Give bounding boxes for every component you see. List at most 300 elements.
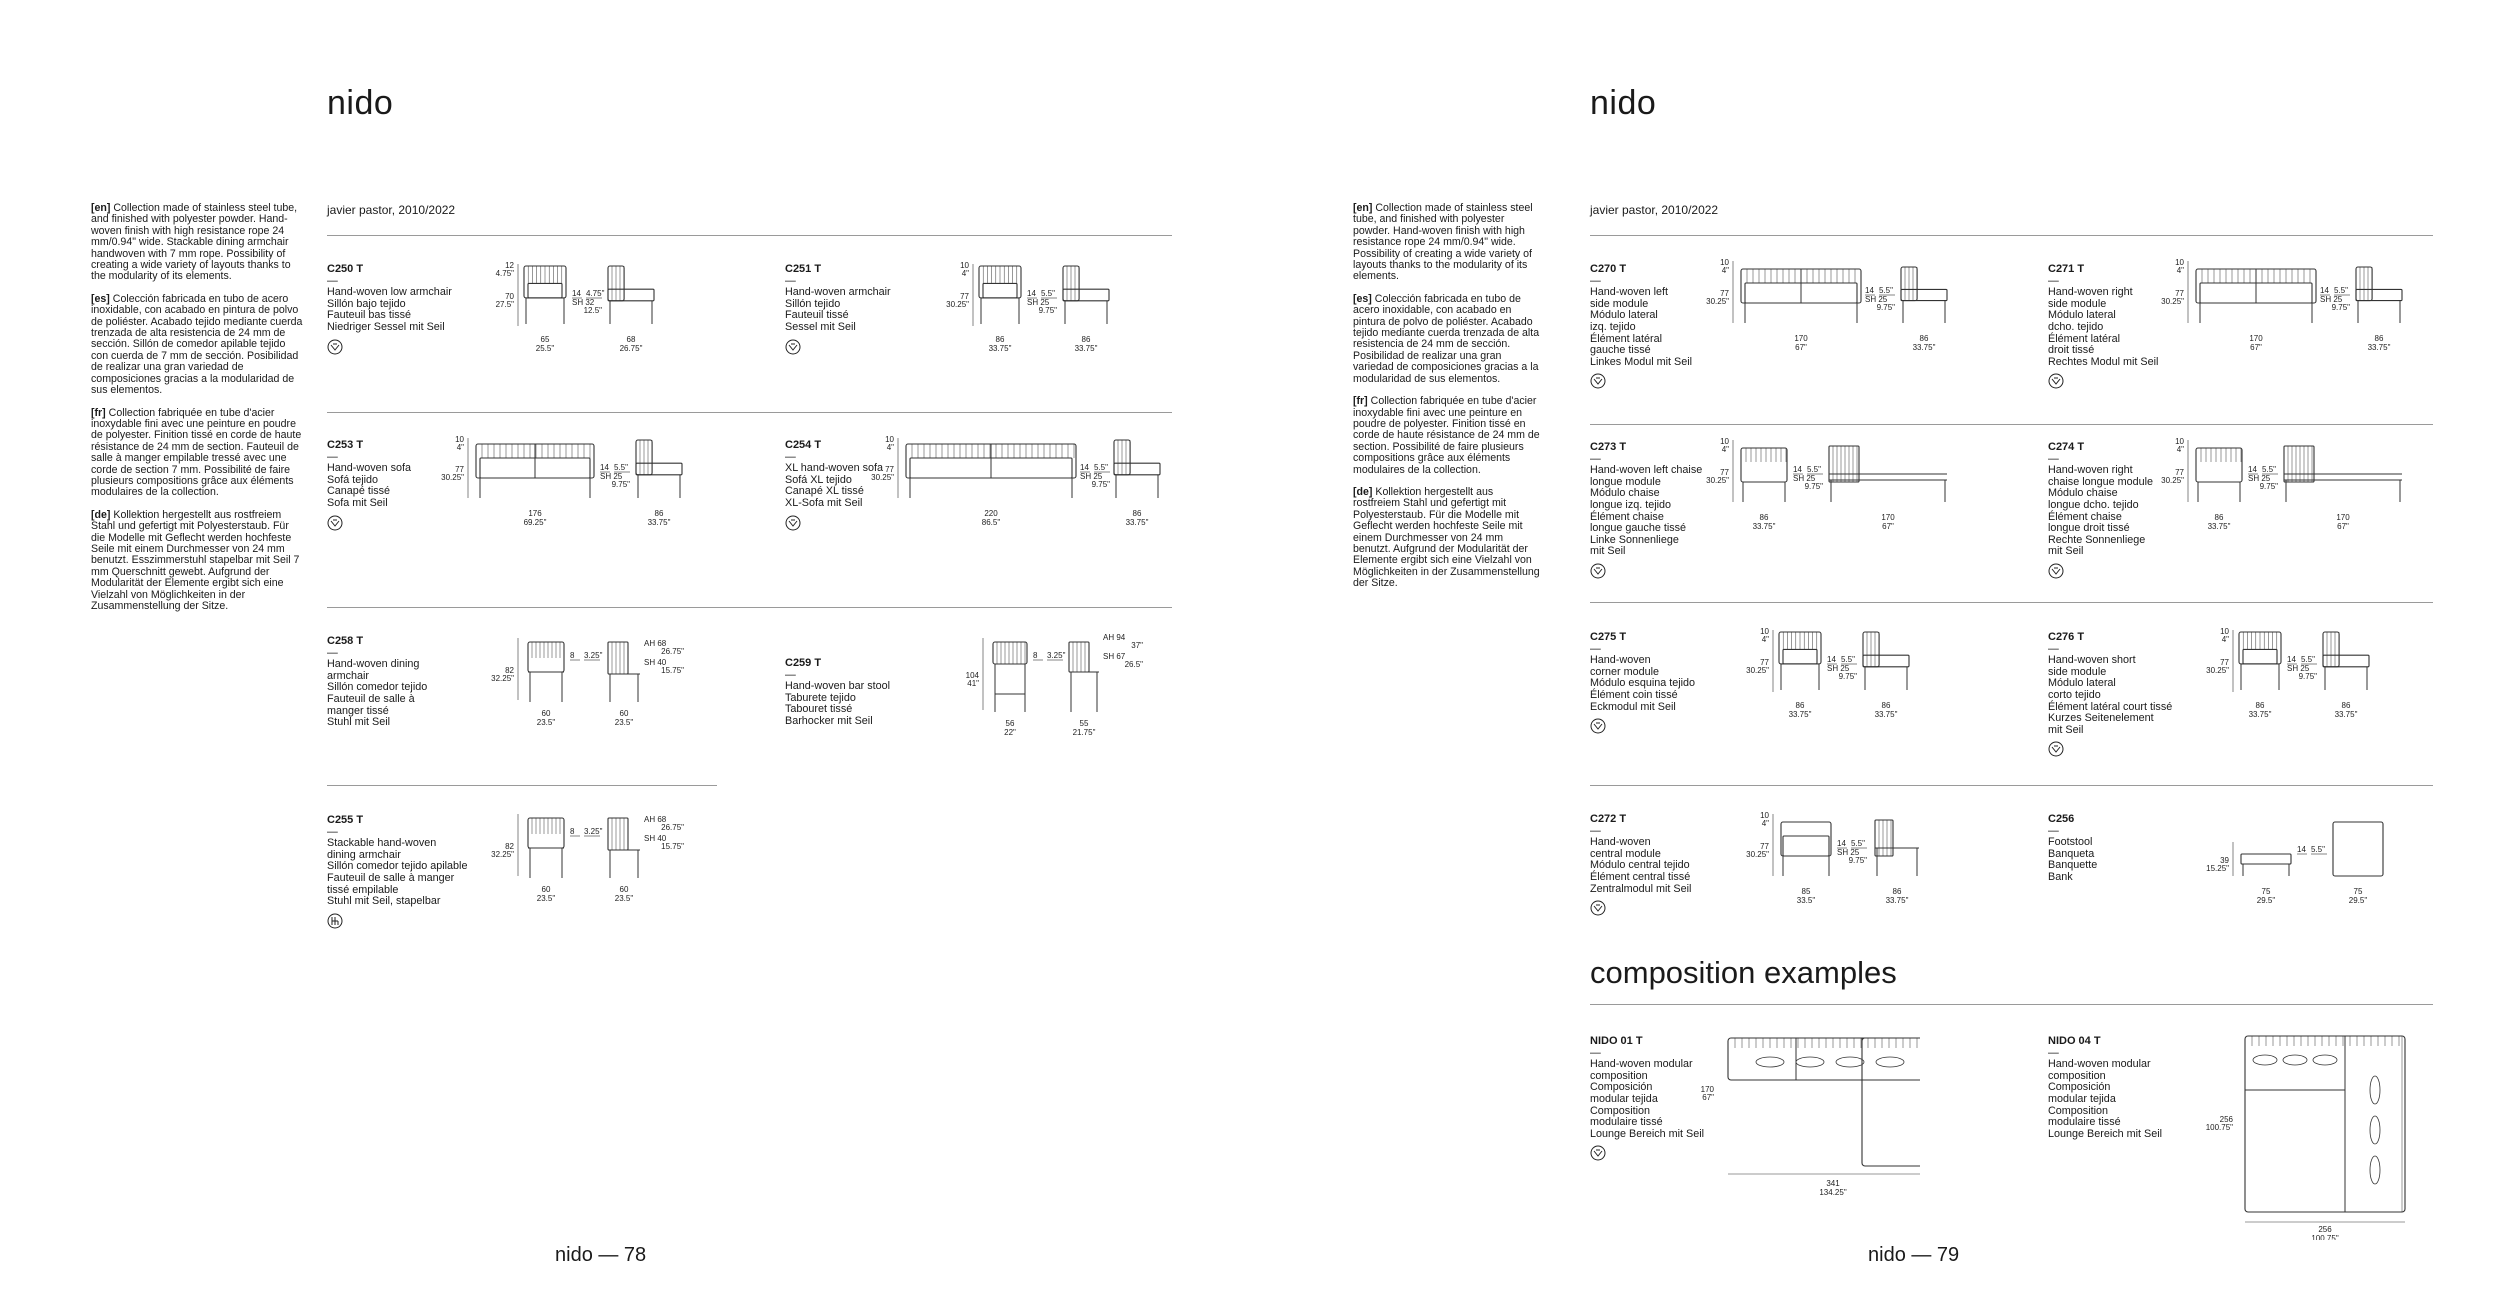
dim-seat-inch: 5.5" — [2311, 845, 2325, 854]
dim-width: 60 — [541, 709, 551, 718]
product-names — [1590, 655, 1695, 713]
product-code: C253 T — [327, 439, 364, 451]
dim-depth-inch: 29.5" — [2348, 896, 2368, 905]
dim-width-inch: 33.75" — [2207, 522, 2231, 531]
product-name-line: Rechte Sonnenliege — [2048, 533, 2146, 546]
dim-seat-inch: 3.25" — [1047, 651, 1066, 660]
product-name-line: Stackable hand-woven — [327, 837, 437, 850]
product-names — [1590, 465, 1702, 558]
dim-width-inch: 23.5" — [536, 718, 556, 727]
product-name-line: Élément coin tissé — [1590, 688, 1678, 701]
right-page-footer: nido — 79 — [1868, 1244, 1960, 1266]
dim-height: 77 — [2220, 658, 2229, 667]
product-name-line: Élément latéral court tissé — [2048, 700, 2173, 713]
product-name-line: composition — [1590, 1069, 1648, 1082]
dim-seat-inch: 4.75" — [586, 289, 605, 298]
product-name-line: Élément chaise — [1590, 510, 1664, 523]
dim-seat-height-inch: 9.75" — [1091, 480, 1110, 489]
product-name-line: dcho. tejido — [2048, 320, 2104, 333]
product-name-line: Módulo lateral — [1590, 309, 1658, 322]
dim-seat: 14 — [2320, 286, 2329, 295]
dim-depth: 86 — [2341, 701, 2351, 710]
dim-height: 77 — [2175, 289, 2184, 298]
product-name-line: Lounge Bereich mit Seil — [1590, 1127, 1705, 1140]
dim-width: 75 — [2261, 887, 2271, 896]
dim-depth-inch: 33.75" — [647, 518, 671, 527]
dim-seat: 8 — [1033, 651, 1038, 660]
dimension-drawing — [1690, 434, 2010, 544]
dim-seat-height-inch: 9.75" — [1838, 672, 1857, 681]
product-name-line: izq. tejido — [1590, 320, 1636, 333]
product-name-line: Hand-woven bar stool — [785, 680, 891, 693]
dim-depth-inch: 26.75" — [619, 344, 643, 353]
product-name-line: composition — [2048, 1069, 2106, 1082]
dim-height-inch: 30.25" — [2161, 297, 2184, 306]
dim-h1: 12 — [505, 261, 514, 270]
dim-depth: 256 — [2219, 1115, 2233, 1124]
product-name-line: Fauteuil bas tissé — [327, 309, 412, 322]
product-name-line: Módulo lateral — [2048, 309, 2116, 322]
dim-width: 176 — [528, 509, 542, 518]
dim-seat-height: SH 40 — [644, 834, 667, 843]
dim-width-inch: 67" — [1795, 343, 1807, 352]
dim-depth-inch: 21.75" — [1072, 728, 1096, 737]
product-name-line: Hand-woven modular — [1590, 1058, 1693, 1071]
dim-height-inch: 30.25" — [1706, 297, 1729, 306]
product-name-line: Módulo chaise — [2048, 487, 2118, 500]
dim-width: 86 — [1795, 701, 1805, 710]
dim-width: 86 — [1759, 513, 1769, 522]
product-name-line: Sillón comedor tejido — [327, 681, 428, 694]
dim-height: 77 — [885, 465, 894, 474]
dim-seat-height: SH 25 — [2320, 295, 2343, 304]
dim-seat-height-inch: 15.75" — [661, 842, 684, 851]
product-dash: — — [2048, 824, 2059, 837]
product-name-line: modulaire tissé — [2048, 1116, 2121, 1129]
product-name-line: Sofá XL tejido — [785, 473, 852, 486]
product-dash: — — [785, 668, 796, 681]
dim-height: 77 — [2175, 468, 2184, 477]
dim-width: 170 — [1794, 334, 1808, 343]
dim-h1: 10 — [885, 435, 894, 444]
dim-height-inch: 30.25" — [2206, 666, 2229, 675]
dim-height: 77 — [1720, 289, 1729, 298]
right-rule — [1590, 424, 2433, 425]
product-name-line: Hand-woven dining — [327, 658, 420, 671]
product-name-line: Niedriger Sessel mit Seil — [327, 320, 445, 333]
product-name-line: longue dcho. tejido — [2048, 498, 2139, 511]
dim-depth: 86 — [1919, 334, 1929, 343]
outdoor-certification-icon — [785, 515, 801, 531]
product-name-line: Eckmodul mit Seil — [1590, 700, 1676, 713]
product-name-line: Bank — [2048, 870, 2073, 883]
dim-width-inch: 33.75" — [1752, 522, 1776, 531]
dim-depth-inch: 23.5" — [614, 894, 634, 903]
product-name-line: mit Seil — [1590, 545, 1626, 558]
left-page-footer: nido — 78 — [555, 1244, 647, 1266]
dim-arm-height-inch: 26.75" — [661, 647, 684, 656]
drawing-shape — [1114, 463, 1160, 475]
product-block — [2048, 264, 2158, 388]
dim-width: 60 — [541, 885, 551, 894]
dim-seat-inch: 5.5" — [1851, 839, 1865, 848]
product-name-line: Footstool — [2048, 836, 2093, 849]
dim-depth: 86 — [654, 509, 664, 518]
product-block — [1590, 632, 1695, 733]
product-name-line: XL hand-woven sofa — [785, 462, 884, 475]
dim-seat: 14 — [600, 463, 609, 472]
product-code: C275 T — [1590, 631, 1627, 643]
product-name-line: Hand-woven — [1590, 836, 1651, 849]
product-name-line: Stuhl mit Seil — [327, 716, 391, 729]
dimension-drawing — [2190, 808, 2500, 918]
product-block — [1590, 442, 1702, 578]
dim-width: 86 — [995, 335, 1005, 344]
icon-wrap — [2048, 373, 2063, 388]
dim-h1-inch: 4" — [2221, 635, 2229, 644]
product-name-line: Linkes Modul mit Seil — [1590, 355, 1693, 368]
dim-width-inch: 25.5" — [535, 344, 555, 353]
product-code: C270 T — [1590, 263, 1627, 275]
drawing-shape — [528, 818, 564, 848]
dim-seat: 14 — [2248, 465, 2257, 474]
dim-seat-inch: 3.25" — [584, 827, 603, 836]
dim-seat-height: SH 67 — [1103, 652, 1126, 661]
dim-width: 170 — [2249, 334, 2263, 343]
product-name-line: Canapé XL tissé — [785, 485, 864, 498]
product-block — [327, 440, 411, 530]
product-block — [2048, 814, 2097, 884]
product-name-line: Élément latéral — [2048, 332, 2121, 345]
composition-plan-drawing — [1680, 1030, 1920, 1205]
product-code: C276 T — [2048, 631, 2085, 643]
product-name-line: Hand-woven left — [1590, 286, 1669, 299]
dim-depth: 86 — [1892, 887, 1902, 896]
product-dash: — — [1590, 1046, 1601, 1059]
product-name-line: Canapé tissé — [327, 485, 391, 498]
dim-width-inch: 33.75" — [1788, 710, 1812, 719]
cushion-shape — [1836, 1057, 1864, 1067]
left-rule — [327, 235, 1172, 236]
drawing-shape — [1875, 820, 1893, 856]
product-name-line: mit Seil — [2048, 723, 2084, 736]
product-name-line: Hand-woven modular — [2048, 1058, 2151, 1071]
product-code: C250 T — [327, 263, 364, 275]
icon-wrap — [327, 515, 342, 530]
desc-en: [en] Collection made of stainless steel tube, and finished with polyester powder. Hand-woven finish with high resistance rope 24 mm/0.94" wide. Stackable dining armchair handwoven with 7 mm rope. Possibility of creating a wide variety of layouts thanks to the modularity of its elements. — [91, 202, 298, 283]
dim-arm-height: AH 94 — [1103, 633, 1126, 642]
dim-depth: 170 — [1881, 513, 1895, 522]
dimension-drawing — [475, 808, 795, 918]
drawing-shape — [1863, 655, 1909, 667]
dim-width-inch: 67" — [2250, 343, 2262, 352]
product-name-line: Lounge Bereich mit Seil — [2048, 1127, 2163, 1140]
dim-height: 77 — [1760, 658, 1769, 667]
drawing-shape — [528, 642, 564, 672]
right-rule — [1590, 602, 2433, 603]
product-name-line: Élément central tissé — [1590, 870, 1691, 883]
left-designer: javier pastor, 2010/2022 — [327, 203, 456, 217]
left-rule — [327, 412, 1172, 413]
dim-width: 86 — [2255, 701, 2265, 710]
dim-arm-height-inch: 37" — [1131, 641, 1143, 650]
dim-height: 82 — [505, 666, 514, 675]
product-name-line: corto tejido — [2048, 688, 2101, 701]
dimension-drawing — [1730, 624, 2050, 734]
right-description — [1353, 203, 1543, 601]
product-code: C272 T — [1590, 813, 1627, 825]
product-names — [2048, 837, 2097, 883]
product-name-line: modular tejida — [1590, 1092, 1658, 1105]
product-code: NIDO 04 T — [2048, 1035, 2101, 1047]
icon-wrap — [1590, 718, 1605, 733]
product-name-line: Composition — [1590, 1104, 1651, 1117]
drawing-shape — [983, 283, 1017, 298]
drawing-shape — [608, 642, 628, 674]
outdoor-certification-icon — [1590, 563, 1606, 579]
product-name-line: longue droit tissé — [2048, 522, 2130, 535]
product-name-line: Sofa mit Seil — [327, 496, 388, 509]
product-name-line: Rechtes Modul mit Seil — [2048, 355, 2159, 368]
desc-de: [de] Kollektion hergestellt aus rostfreiem Stahl und gefertigt mit Polyesterstaub. Für die Modelle mit Geflecht werden hochfeste Seile mit einem Durchmesser von 24 mm benutzt. Esszimmerstuhl stapelbar mit Seil 7 mm Querschnitt gewebt. Aufgrund der Modularität der Elemente ergibt sich eine Vielzahl von Möglichkeiten in der Zusammenstellung der Sitze. — [91, 508, 300, 612]
drawing-shape — [2243, 649, 2277, 664]
icon-wrap — [2048, 563, 2063, 578]
product-name-line: Sofá tejido — [327, 473, 379, 486]
dim-seat: 8 — [570, 651, 575, 660]
product-code: NIDO 01 T — [1590, 1035, 1643, 1047]
product-names — [1590, 837, 1691, 895]
product-name-line: Módulo esquina tejido — [1590, 677, 1696, 690]
cushion-shape — [1796, 1057, 1824, 1067]
product-name-line: chaise longue module — [2048, 475, 2154, 488]
product-name-line: dining armchair — [327, 848, 401, 861]
desc-es: [es] Colección fabricada en tubo de acero inoxidable, con acabado en pintura de polvo de poliéster. Acabado tejido mediante cuerda trenzada de alta resistencia de 24 mm de sección. Posibilidad de realizar una gran variedad de composiciones gracias a la modularidad de sus elementos. — [1353, 292, 1540, 385]
product-names — [785, 681, 890, 727]
dim-width-inch: 29.5" — [2256, 896, 2276, 905]
product-name-line: modular tejida — [2048, 1092, 2116, 1105]
outdoor-certification-icon — [1590, 1145, 1606, 1161]
product-block — [1590, 814, 1691, 915]
drawing-shape — [2245, 1036, 2405, 1212]
cushion-shape — [2253, 1055, 2277, 1065]
dim-seat-height-inch: 9.75" — [2331, 303, 2350, 312]
dimension-drawing — [2190, 624, 2500, 734]
dim-seat-inch: 5.5" — [2301, 655, 2315, 664]
cushion-shape — [2370, 1076, 2380, 1104]
desc-en: [en] Collection made of stainless steel tube, and finished with polyester powder. Hand-woven finish with high resistance rope 24 mm/0.94" wide. Possibility of creating a wide variety of layouts thanks to the modularity of its elements. — [1353, 202, 1533, 283]
dim-arm-height: AH 68 — [644, 815, 667, 824]
dim-seat-height-inch: 9.75" — [2298, 672, 2317, 681]
drawing-shape — [2356, 289, 2402, 300]
desc-de: [de] Kollektion hergestellt aus rostfreiem Stahl und gefertigt mit Polyesterstaub. Für die Modelle mit Geflecht werden hochfeste Seile mit einem Durchmesser von 24 mm benutzt. Aufgrund der Modularität der Elemente ergibt sich eine Vielzahl von Möglichkeiten in der Zusammenstellung der Sitze. — [1353, 485, 1540, 590]
dim-h1-inch: 4" — [1761, 819, 1769, 828]
product-name-line: side module — [2048, 297, 2107, 310]
product-block — [1590, 264, 1692, 388]
product-block — [2048, 1036, 2162, 1140]
dim-width: 256 — [2318, 1225, 2332, 1234]
dim-seat-inch: 5.5" — [1879, 286, 1893, 295]
product-code: C271 T — [2048, 263, 2085, 275]
drawing-shape — [2284, 446, 2314, 482]
drawing-shape — [1783, 649, 1817, 664]
product-names — [2048, 1059, 2162, 1140]
outdoor-certification-icon — [327, 339, 343, 355]
dim-h1-inch: 4" — [1761, 635, 1769, 644]
drawing-shape — [1901, 289, 1947, 300]
drawing-shape — [1069, 642, 1089, 672]
product-dash: — — [1590, 642, 1601, 655]
dimension-drawing — [1690, 255, 2010, 365]
left-brand-title: nido — [327, 84, 394, 122]
drawing-shape — [1829, 446, 1859, 482]
dim-seat-height-inch: 15.75" — [661, 666, 684, 675]
dim-seat: 14 — [2287, 655, 2296, 664]
dim-height-inch: 30.25" — [441, 473, 464, 482]
dim-seat: 14 — [1837, 839, 1846, 848]
dim-seat-inch: 5.5" — [1094, 463, 1108, 472]
product-name-line: Hand-woven armchair — [785, 286, 891, 299]
dim-depth: 60 — [619, 885, 629, 894]
cushion-shape — [2370, 1156, 2380, 1184]
dim-seat-height: SH 25 — [1827, 664, 1850, 673]
dim-height-inch: 32.25" — [491, 674, 514, 683]
dim-seat-height: SH 25 — [1080, 472, 1103, 481]
right-rule — [1590, 785, 2433, 786]
dim-seat-height: SH 25 — [600, 472, 623, 481]
product-dash: — — [327, 274, 338, 287]
dimension-drawing — [2145, 434, 2465, 544]
dim-seat-height: SH 25 — [1793, 474, 1816, 483]
dimension-drawing — [855, 432, 1175, 542]
outdoor-certification-icon — [2048, 373, 2064, 389]
product-name-line: Sillón comedor tejido apilable — [327, 860, 468, 873]
product-dash: — — [1590, 824, 1601, 837]
dim-h1-inch: 4" — [2176, 266, 2184, 275]
dimension-drawing — [425, 432, 745, 542]
product-name-line: armchair — [327, 669, 369, 682]
product-name-line: manger tissé — [327, 704, 389, 717]
dim-seat-inch: 5.5" — [2262, 465, 2276, 474]
product-dash: — — [2048, 1046, 2059, 1059]
dim-h1-inch: 4" — [886, 443, 894, 452]
dimension-drawing — [475, 632, 795, 742]
product-dash: — — [2048, 452, 2059, 465]
dim-depth-inch: 23.5" — [614, 718, 634, 727]
dim-height: 77 — [960, 292, 969, 301]
left-description — [91, 203, 303, 623]
drawing-shape — [2196, 448, 2242, 482]
dim-depth: 55 — [1079, 719, 1089, 728]
outdoor-certification-icon — [1590, 373, 1606, 389]
product-name-line: Banqueta — [2048, 847, 2095, 860]
dim-h1-inch: 4" — [456, 443, 464, 452]
product-code: C254 T — [785, 439, 822, 451]
dim-seat-height: SH 32 — [572, 298, 595, 307]
dimension-drawing — [940, 632, 1260, 742]
dim-seat-inch: 3.25" — [584, 651, 603, 660]
cushion-shape — [1876, 1057, 1904, 1067]
dim-seat-height-inch: 9.75" — [1848, 856, 1867, 865]
dim-h1: 10 — [960, 261, 969, 270]
dim-width: 341 — [1826, 1179, 1840, 1188]
product-names — [2048, 465, 2153, 558]
dim-seat-height-inch: 9.75" — [1804, 482, 1823, 491]
product-names — [785, 287, 891, 333]
dim-seat: 14 — [572, 289, 581, 298]
product-name-line: Composition — [2048, 1104, 2109, 1117]
dim-seat-height-inch: 9.75" — [2259, 482, 2278, 491]
dim-seat: 14 — [1080, 463, 1089, 472]
dim-depth-inch: 33.75" — [2334, 710, 2358, 719]
dim-depth-inch: 67" — [1702, 1093, 1714, 1102]
product-name-line: Hand-woven right — [2048, 464, 2133, 477]
drawing-shape — [608, 818, 628, 850]
dim-height: 77 — [1760, 842, 1769, 851]
right-rule — [1590, 235, 2433, 236]
drawing-shape — [1741, 448, 1787, 482]
right-rule — [1590, 1004, 2433, 1005]
icon-wrap — [2048, 741, 2063, 756]
left-rule — [327, 785, 717, 786]
dim-height-inch: 30.25" — [1746, 850, 1769, 859]
product-names — [327, 838, 467, 908]
dim-h1: 10 — [455, 435, 464, 444]
dim-seat: 14 — [1865, 286, 1874, 295]
product-block — [2048, 442, 2153, 578]
icon-wrap — [1590, 1145, 1605, 1160]
product-name-line: Sessel mit Seil — [785, 320, 856, 333]
icon-wrap — [785, 515, 800, 530]
product-name-line: Kurzes Seitenelement — [2048, 712, 2154, 725]
dim-h1: 10 — [1760, 811, 1769, 820]
icon-wrap — [327, 339, 342, 354]
product-name-line: side module — [1590, 297, 1649, 310]
product-block — [785, 658, 890, 728]
product-name-line: Sillón tejido — [785, 297, 841, 310]
product-name-line: Hand-woven short — [2048, 654, 2136, 667]
dim-height-inch: 30.25" — [871, 473, 894, 482]
dim-arm-height-inch: 26.75" — [661, 823, 684, 832]
drawing-shape — [2241, 854, 2291, 864]
product-name-line: Módulo central tejido — [1590, 859, 1690, 872]
dim-h1-inch: 4" — [1721, 445, 1729, 454]
product-code: C274 T — [2048, 441, 2085, 453]
dim-height: 82 — [505, 842, 514, 851]
cushion-shape — [1756, 1057, 1784, 1067]
product-block — [785, 264, 891, 354]
dim-seat-height: SH 25 — [2287, 664, 2310, 673]
product-block — [2048, 632, 2172, 756]
dim-depth: 86 — [1081, 335, 1091, 344]
dim-width-inch: 22" — [1004, 728, 1016, 737]
product-name-line: Sillón bajo tejido — [327, 297, 406, 310]
product-names — [1590, 287, 1692, 368]
product-code: C255 T — [327, 814, 364, 826]
dim-depth: 86 — [2374, 334, 2384, 343]
dim-depth-inch: 33.75" — [1912, 343, 1936, 352]
dim-depth-inch: 33.75" — [1885, 896, 1909, 905]
dim-seat-height-inch: 9.75" — [1876, 303, 1895, 312]
outdoor-certification-icon — [2048, 563, 2064, 579]
dim-width-inch: 23.5" — [536, 894, 556, 903]
dim-seat-inch: 5.5" — [1841, 655, 1855, 664]
dim-seat: 14 — [1027, 289, 1036, 298]
product-code: C251 T — [785, 263, 822, 275]
desc-fr: [fr] Collection fabriquée en tube d'acier inoxydable fini avec une peinture en poudre de polyester. Finition tissé en corde de haute résistance de 24 mm de section. Fauteuil de salle à manger empilable tressé avec une corde de section 7 mm. Possibilité de faire plusieurs compositions grâce aux éléments modulaires de la collection. — [91, 406, 302, 499]
product-block — [327, 636, 427, 729]
dim-seat: 14 — [2297, 845, 2306, 854]
dim-seat-inch: 5.5" — [1041, 289, 1055, 298]
